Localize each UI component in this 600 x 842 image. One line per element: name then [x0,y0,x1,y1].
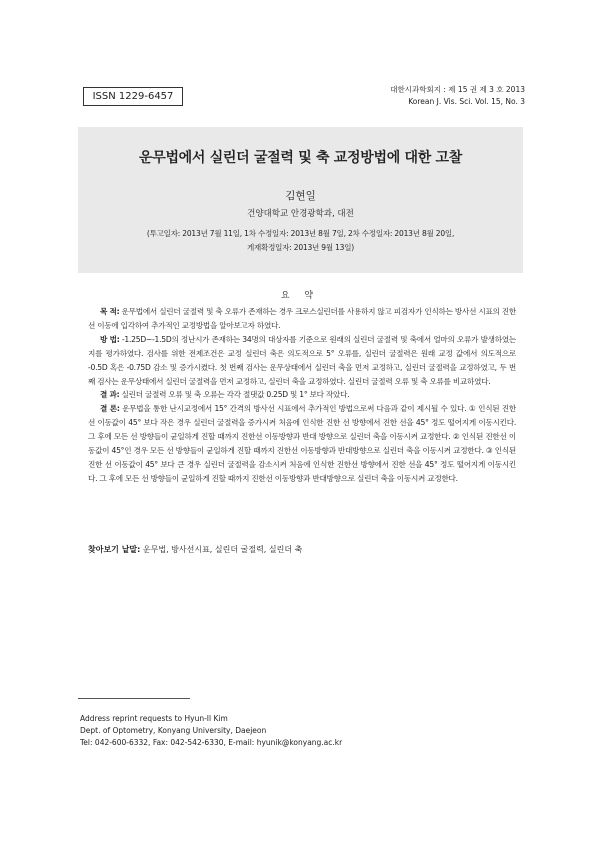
journal-info [390,84,525,108]
keywords [88,544,516,556]
footnote-divider [78,698,190,699]
dates-line-1: (투고일자: 2013년 7월 11일, 1차 수정일자: 2013년 8월 7일, 2차 수정일자: 2013년 8월 20일, [146,229,455,238]
submission-dates [78,227,523,255]
issn-box: ISSN 1229-6457 [83,87,183,106]
keywords-label: 찾아보기 낱말: [88,545,141,554]
abstract-body [88,305,516,486]
paper-title: 운무법에서 실린더 굴절력 및 축 교정방법에 대한 고찰 [139,150,462,166]
journal-korean: 대한시과학회지 : 제 15 권 제 3 호 2013 [390,85,525,94]
journal-english: Korean J. Vis. Sci. Vol. 15, No. 3 [408,97,525,106]
footnote [80,713,342,749]
abstract-result [88,388,516,402]
abstract-heading: 요 약 [280,291,320,301]
abstract-purpose [88,305,516,333]
author-affiliation: 건양대학교 안경광학과, 대전 [247,209,354,219]
purpose-text: 운무법에서 실린더 굴절력 및 축 오류가 존재하는 경우 크로스실린더를 사용하지 않고 피검자가 인식하는 방사선 시표의 진한선 이동에 입각하여 추가적인 교정방법을 알아보고자 하였다. [88,307,516,330]
conclusion-label: 결 론: [100,404,120,414]
method-text: -1.25D~-1.5D의 정난시가 존재하는 34명의 대상자를 기준으로 원래의 실린더 굴절력 및 축에서 얼마의 오류가 발생하였는지를 평가하였다. 검사를 위한 전제조건은 교정 실린더 축은 의도적으로 5° 오류를, 실린더 굴절력은 원래 교정 값에서 의도적으로 -0.5D 혹은 -0.75D 감소 및 증가시켰다. 첫 번째 검사는 운무상태에서 실린더 축을 먼저 교정하고, 실린더 굴절력을 교정하였고, 두 번째 검사는 운무상태에서 실린더 굴절력을 먼저 교정하고, 실린더 축을 교정하였다. 실린더 굴절력 오류 및 축 오류를 비교하였다. [88,334,517,386]
footnote-contact: Tel: 042-600-6332, Fax: 042-542-6330, E-mail: hyunik@konyang.ac.kr [80,738,343,747]
footnote-reprint: Address reprint requests to Hyun-Il Kim [80,714,228,723]
dates-line-2: 게재확정일자: 2013년 9월 13일) [246,243,354,252]
footnote-dept: Dept. of Optometry, Konyang University, Daejeon [80,726,267,735]
result-label: 결 과: [100,390,120,400]
method-label: 방 법: [100,334,120,344]
abstract-method [88,333,516,389]
purpose-label: 목 적: [100,307,120,316]
title-block [78,127,523,273]
result-text: 실린더 굴절력 오류 및 축 오류는 각각 절댓값 0.25D 및 1° 보다 작았다. [119,390,350,400]
keywords-text: 운무법, 방사선시표, 실린더 굴절력, 실린더 축 [140,545,303,554]
conclusion-text: 운무법을 통한 난시교정에서 15° 간격의 방사선 시표에서 추가적인 방법으로써 다음과 같이 제시될 수 있다. ① 인식된 진한 선 이동값이 45° 보다 작은 경우 실린더 굴절력을 증가시켜 처음에 인식한 진한 선 방향에서 진한 선을 45° 정도 떨어지게 이동시킨다. 그 후에 모든 선 방향들이 균일하게 진할 때까지 진한선 이동방향과 반대 방향으로 실린더 축을 이동시켜 교정한다. ② 인식된 진한선 이동값이 45°인 경우 모든 선 방향들이 균일하게 진할 때까지 진한선 이동방향과 반대방향으로 실린더 축을 이동시켜 교정한다. ③ 인식된 진한 선 이동값이 45° 보다 큰 경우 실린더 굴절력을 감소시켜 처음에 인식한 진한선 방향에서 진한 선을 45° 정도 떨어지게 이동시킨다. 그 후에 모든 선 방향들이 균일하게 진할 때까지 진한선 이동방향과 반대방향으로 실린더 축을 이동시켜 교정한다. [88,404,516,483]
author-name: 김현일 [285,190,316,202]
abstract-conclusion [88,402,516,485]
